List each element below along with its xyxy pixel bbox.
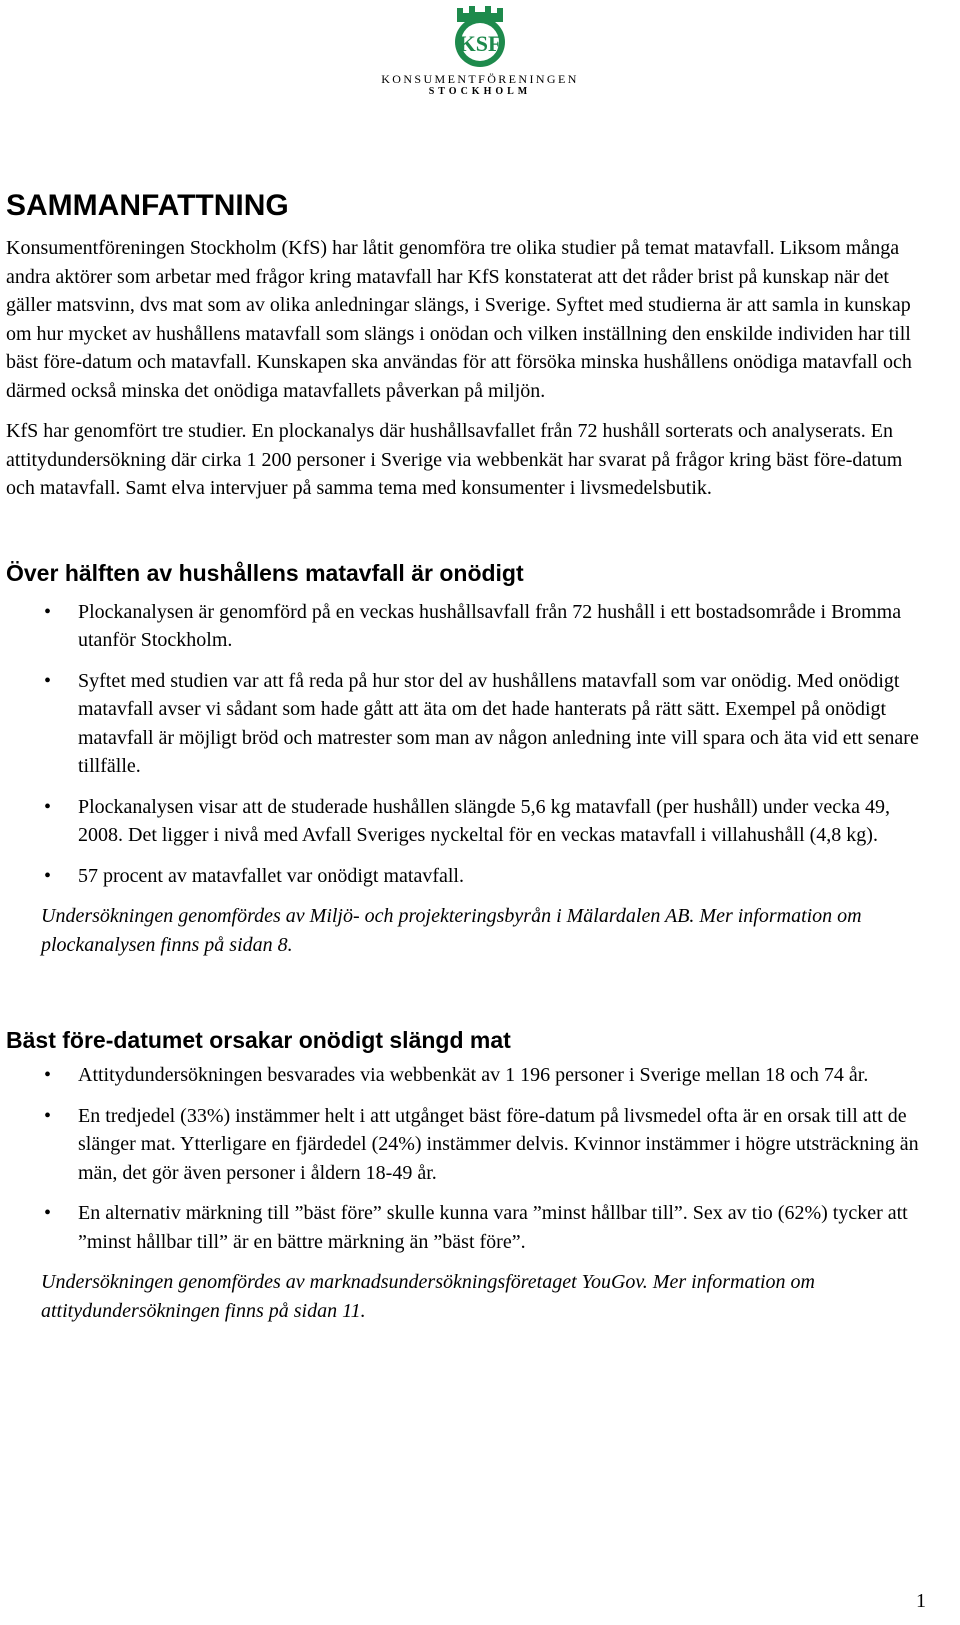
section1-note: Undersökningen genomfördes av Miljö- och projekteringsbyrån i Mälardalen AB. Mer information om plockanalysen finns på sidan 8. [41, 905, 862, 956]
list-item: • En tredjedel (33%) instämmer helt i att utgånget bäst före-datum på livsmedel ofta är en orsak till att de slänger mat. Ytterligare en fjärdedel (24%) instämmer delvis. Kvinnor instämmer i högre utsträckning än män, det gör även personer i åldern 18-49 år. [6, 1102, 936, 1188]
bullet-icon: • [44, 864, 52, 887]
bullet-icon: • [44, 1064, 52, 1086]
summary-paragraph-2: KfS har genomfört tre studier. En plockanalys där hushållsavfallet från 72 hushåll sorterats och analyserats. En attitydundersökning där cirka 1 200 personer i Sverige via webbenkät har svarat på frågor kring bäst före-datum och matavfall. Samt elva intervjuer på samma tema med konsumenter i livsmedelsbutik. [6, 420, 903, 499]
list-item: • Syftet med studien var att få reda på hur stor del av hushållens matavfall som var onödig. Med onödigt matavfall avser vi sådant som hade gått att äta om det hade hanterats på rätt sätt. Exempel på onödigt matavfall är möjligt bröd och matrester som man av någon anledning inte vill spara och äta vid ett senare tillfälle. [6, 667, 936, 781]
logo-city: STOCKHOLM [428, 86, 532, 97]
list-item: • Plockanalysen är genomförd på en veckas hushållsavfall från 72 hushåll i ett bostadsområde i Bromma utanför Stockholm. [6, 598, 936, 655]
summary-paragraph-1: Konsumentföreningen Stockholm (KfS) har låtit genomföra tre olika studier på temat matavfall. Liksom många andra aktörer som arbetar med frågor kring matavfall har KfS konstaterat att det råder brist på kunskap när det gäller matsvinn, dvs mat som av olika anledningar slängs, i Sverige. Syftet med studierna är att samla in kunskap om hur mycket av hushållens matavfall som slängs i onödan och vilken inställning den enskilde individen har till bäst före-datum och matavfall. Kunskapen ska användas för att försöka minska hushållens onödiga matavfall och därmed också minska det onödiga matavfallets påverkan på miljön. [6, 237, 912, 402]
logo-name: KONSUMENTFÖRENINGEN [381, 72, 579, 86]
page-number: 1 [916, 1590, 926, 1612]
bullet-icon: • [44, 795, 52, 818]
bullet-icon: • [44, 600, 52, 623]
section1-heading: Över hälften av hushållens matavfall är onödigt [6, 559, 524, 586]
bullet-icon: • [44, 1104, 52, 1127]
document-body [6, 180, 936, 1325]
list-item: • 57 procent av matavfallet var onödigt matavfall. [6, 862, 936, 891]
summary-title: SAMMANFATTNING [6, 189, 289, 222]
section2-heading: Bäst före-datumet orsakar onödigt slängd mat [6, 1027, 511, 1053]
kfs-logo [360, 0, 600, 105]
section1-list [6, 598, 936, 891]
bullet-icon: • [44, 669, 52, 692]
section2-list [6, 1061, 936, 1256]
list-item: • En alternativ märkning till ”bäst före” skulle kunna vara ”minst hållbar till”. Sex av tio (62%) tycker att ”minst hållbar till” är en bättre märkning än ”bäst före”. [6, 1199, 936, 1256]
section2-note: Undersökningen genomfördes av marknadsundersökningsföretaget YouGov. Mer information om attitydundersökningen finns på sidan 11. [41, 1271, 816, 1322]
list-item: • Plockanalysen visar att de studerade hushållen slängde 5,6 kg matavfall (per hushåll) under vecka 49, 2008. Det ligger i nivå med Avfall Sveriges nyckeltal för en veckas matavfall i villahushåll (4,8 kg). [6, 793, 936, 850]
list-item: • Attitydundersökningen besvarades via webbenkät av 1 196 personer i Sverige mellan 18 och 74 år. [6, 1061, 936, 1090]
svg-text:KSF: KSF [458, 31, 502, 56]
kfs-emblem-icon [443, 0, 517, 70]
bullet-icon: • [44, 1202, 52, 1224]
